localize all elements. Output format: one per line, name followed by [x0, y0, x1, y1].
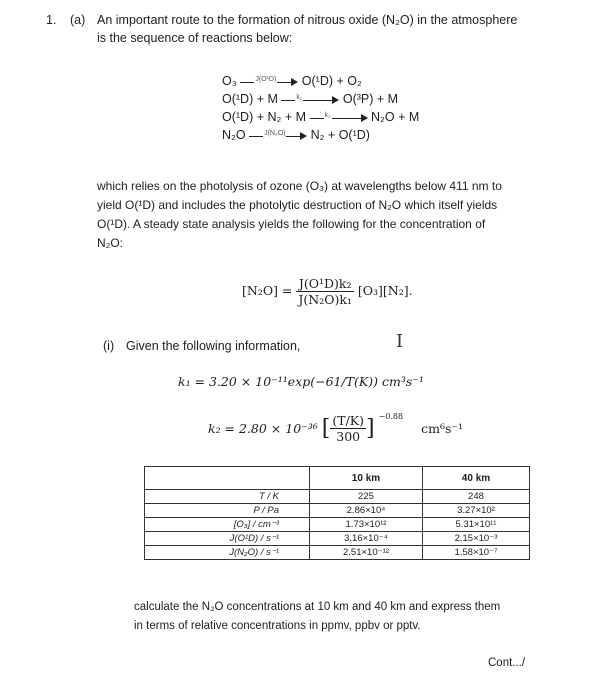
atmospheric-data-table — [144, 466, 530, 560]
k2-exponent: −0.88 — [378, 411, 404, 421]
cell-10km: 3.16×10⁻⁴ — [310, 532, 423, 546]
reaction-2-lhs: O(¹D) + M — [222, 92, 278, 106]
bracket-close-icon: ] — [366, 416, 375, 441]
reaction-3-rhs: N₂O + M — [371, 110, 420, 124]
reaction-1-rate: J(O¹D) — [254, 71, 277, 89]
cell-10km: 2.51×10⁻¹² — [310, 546, 423, 560]
subquestion-label: (i) — [103, 339, 115, 353]
reaction-4-rate: J(N₂O) — [263, 125, 286, 143]
row-label: [O₃] / cm⁻³ — [145, 518, 310, 532]
bracket-open-icon: [ — [321, 416, 331, 441]
paragraph-line: yield O(¹D) and includes the photolytic destruction of N₂O which itself yields — [97, 198, 498, 212]
task-line: calculate the N₂O concentrations at 10 km and 40 km and express them — [134, 601, 501, 613]
cell-10km: 2.86×10⁴ — [310, 504, 423, 518]
k2-expression — [208, 413, 463, 444]
table-row — [145, 546, 530, 560]
cell-40km: 1.58×10⁻⁷ — [422, 546, 529, 560]
table-row — [145, 532, 530, 546]
k2-numerator: (T/K) — [332, 413, 365, 428]
table-row — [145, 490, 530, 504]
continued-footer: Cont.../ — [488, 657, 526, 669]
text-cursor-icon: I — [396, 331, 404, 352]
reaction-4 — [222, 126, 432, 144]
k2-units: cm⁶s⁻¹ — [421, 421, 463, 436]
question-intro — [97, 11, 567, 47]
row-label: J(O¹D) / s⁻¹ — [145, 532, 310, 546]
row-label: J(N₂O) / s⁻¹ — [145, 546, 310, 560]
intro-line-1: An important route to the formation of nitrous oxide (N₂O) in the atmosphere — [97, 13, 518, 27]
reaction-2-rate: k₁ — [295, 89, 303, 107]
equation-numerator: J(O¹D)k₂ — [296, 276, 354, 292]
paragraph-line: which relies on the photolysis of ozone (O₃) at wavelengths below 411 nm to — [97, 179, 502, 193]
k2-denominator: 300 — [336, 429, 361, 444]
reaction-4-lhs: N₂O — [222, 128, 246, 142]
row-label: T / K — [145, 490, 310, 504]
explanation-paragraph — [97, 177, 557, 253]
row-label: P / Pa — [145, 504, 310, 518]
reaction-3-lhs: O(¹D) + N₂ + M — [222, 110, 307, 124]
question-number: 1. — [46, 13, 57, 27]
task-line: in terms of relative concentrations in ppmv, ppbv or pptv. — [134, 620, 421, 632]
cell-10km: 225 — [310, 490, 423, 504]
equation-rhs: [O₃][N₂]. — [357, 283, 413, 298]
table-header-cell: 10 km — [310, 467, 423, 490]
cell-10km: 1.73×10¹² — [310, 518, 423, 532]
reaction-scheme — [222, 72, 432, 144]
table-row — [145, 504, 530, 518]
table-header-row — [145, 467, 530, 490]
table-header-cell: 40 km — [422, 467, 529, 490]
cell-40km: 248 — [422, 490, 529, 504]
reaction-3-rate: k₂ — [324, 107, 332, 125]
cell-40km: 2.15×10⁻³ — [422, 532, 529, 546]
reaction-4-rhs: N₂ + O(¹D) — [310, 128, 370, 142]
reaction-2-rhs: O(³P) + M — [342, 92, 399, 106]
paragraph-line: N₂O: — [97, 236, 123, 250]
intro-line-2: is the sequence of reactions below: — [97, 31, 293, 45]
reaction-3 — [222, 108, 432, 126]
table-row — [145, 518, 530, 532]
cell-40km: 3.27×10² — [422, 504, 529, 518]
paragraph-line: O(¹D). A steady state analysis yields the following for the concentration of — [97, 217, 486, 231]
k1-expression: k₁ = 3.20 × 10⁻¹¹exp(−61/T(K)) cm³s⁻¹ — [178, 374, 424, 389]
table-header-cell — [145, 467, 310, 490]
subquestion-text: Given the following information, — [126, 339, 301, 353]
reaction-2 — [222, 90, 432, 108]
reaction-arrow — [310, 112, 368, 124]
k2-lhs: k₂ = 2.80 × 10⁻³⁶ — [208, 421, 318, 436]
k2-fraction — [330, 413, 366, 444]
equation-fraction — [296, 276, 354, 307]
reaction-arrow — [281, 94, 339, 106]
reaction-1-lhs: O₃ — [222, 74, 237, 88]
cell-40km: 5.31×10¹¹ — [422, 518, 529, 532]
equation-denominator: J(N₂O)k₁ — [298, 292, 352, 307]
equation-lhs: [N₂O] = — [242, 283, 293, 298]
reaction-arrow — [240, 76, 298, 88]
reaction-arrow — [249, 130, 307, 142]
task-text — [134, 598, 554, 636]
question-part: (a) — [70, 13, 86, 27]
steady-state-equation — [242, 276, 413, 307]
reaction-1-rhs: O(¹D) + O₂ — [301, 74, 362, 88]
reaction-1 — [222, 72, 432, 90]
